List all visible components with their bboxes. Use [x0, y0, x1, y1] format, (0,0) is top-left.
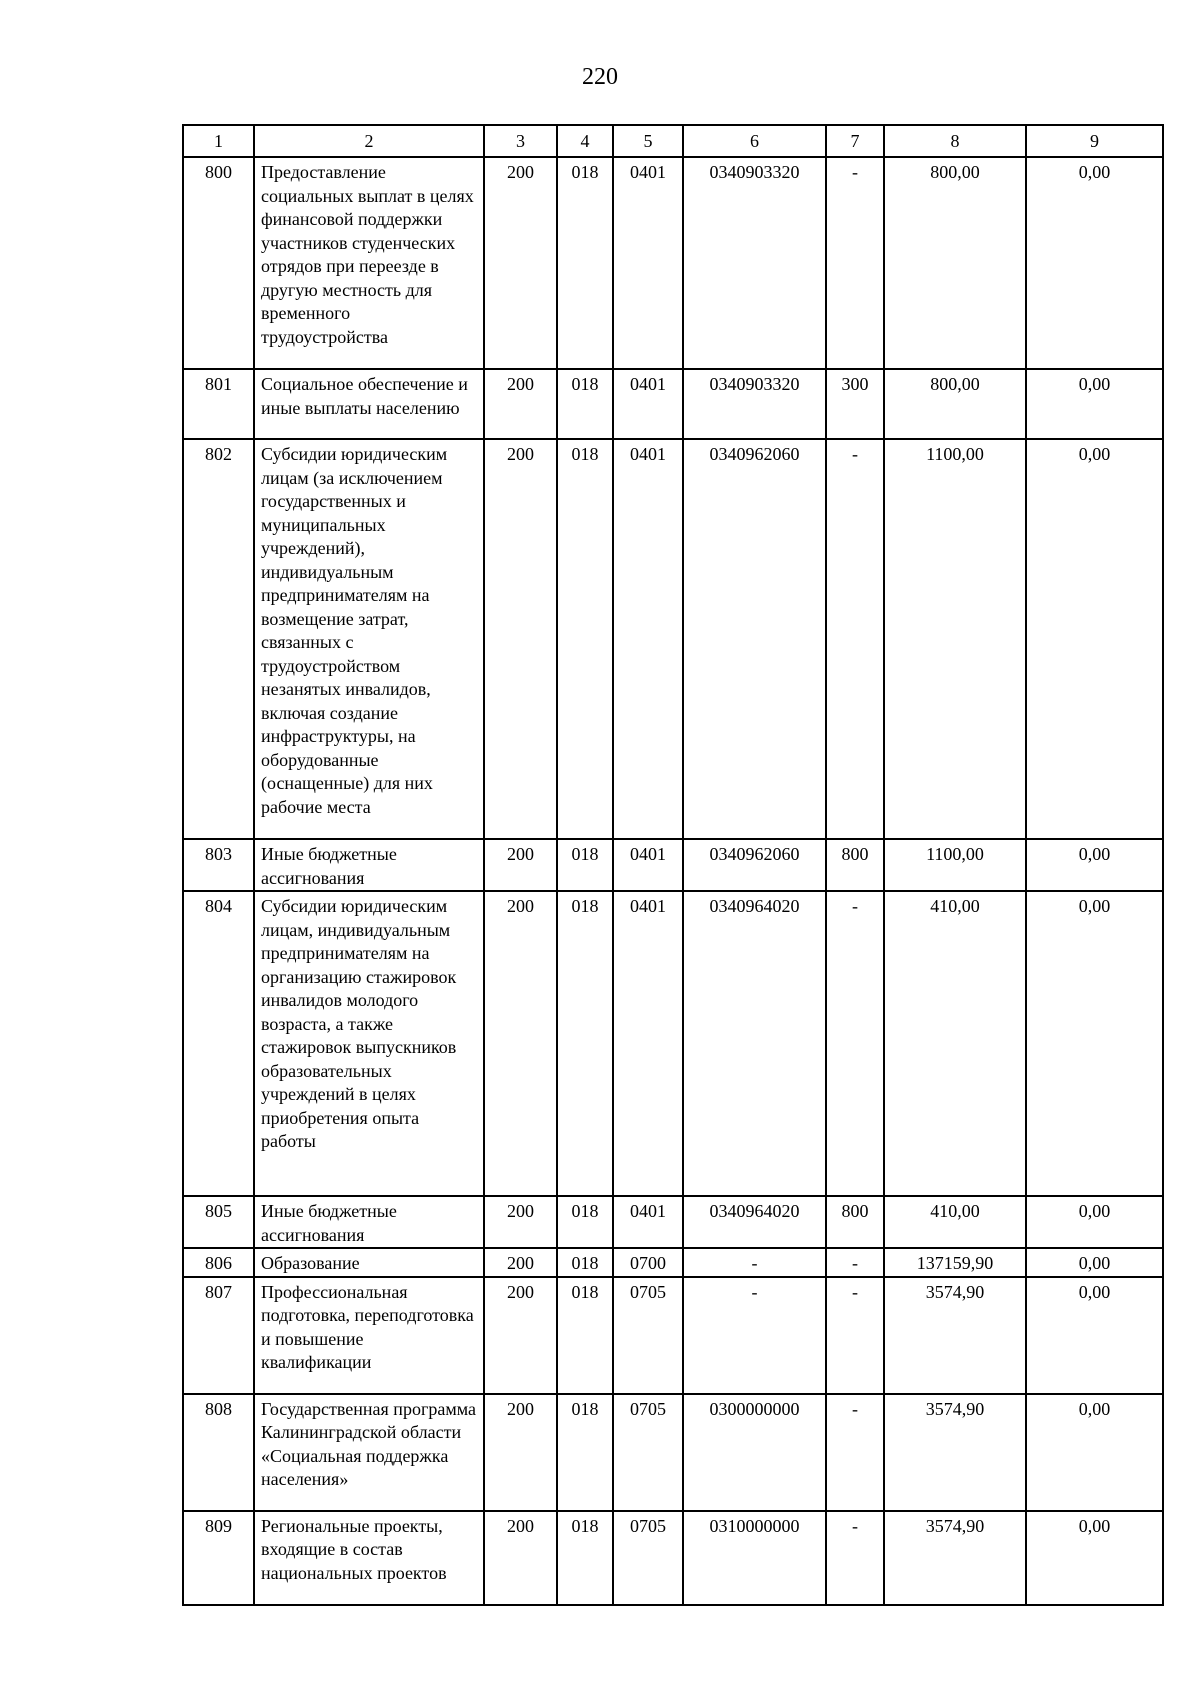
cell-col5: 0401 [613, 839, 683, 891]
cell-col6: 0300000000 [683, 1394, 826, 1511]
cell-col8: 3574,90 [884, 1511, 1026, 1605]
column-header-2: 2 [254, 125, 484, 157]
cell-col7: - [826, 439, 884, 839]
cell-col6: 0340962060 [683, 439, 826, 839]
cell-col6: - [683, 1277, 826, 1394]
cell-col9: 0,00 [1026, 839, 1163, 891]
table-row [183, 1196, 1163, 1248]
cell-col9: 0,00 [1026, 1394, 1163, 1511]
row-name: Предоставление социальных выплат в целях финансовой поддержки участников студенческих отрядов при переезде в другую местность для временного трудоустройства [254, 157, 484, 369]
table-row [183, 1394, 1163, 1511]
column-header-7: 7 [826, 125, 884, 157]
cell-col3: 200 [484, 157, 557, 369]
row-name: Региональные проекты, входящие в состав национальных проектов [254, 1511, 484, 1605]
cell-col3: 200 [484, 891, 557, 1196]
row-name: Иные бюджетные ассигнования [254, 839, 484, 891]
table-header-row [183, 125, 1163, 157]
cell-col4: 018 [557, 1196, 613, 1248]
cell-col8: 1100,00 [884, 439, 1026, 839]
cell-col5: 0401 [613, 439, 683, 839]
cell-col6: 0340903320 [683, 369, 826, 439]
table-row [183, 839, 1163, 891]
cell-col7: 800 [826, 839, 884, 891]
cell-col8: 137159,90 [884, 1248, 1026, 1277]
cell-col8: 410,00 [884, 1196, 1026, 1248]
cell-col3: 200 [484, 369, 557, 439]
cell-col4: 018 [557, 1511, 613, 1605]
cell-col5: 0705 [613, 1511, 683, 1605]
cell-col4: 018 [557, 1277, 613, 1394]
row-name: Государственная программа Калининградской области «Социальная поддержка населения» [254, 1394, 484, 1511]
cell-col5: 0401 [613, 891, 683, 1196]
cell-col4: 018 [557, 157, 613, 369]
cell-col4: 018 [557, 1394, 613, 1511]
row-name: Профессиональная подготовка, переподготовка и повышение квалификации [254, 1277, 484, 1394]
table-row [183, 1277, 1163, 1394]
cell-col5: 0401 [613, 157, 683, 369]
budget-table [182, 124, 1164, 1606]
cell-col4: 018 [557, 369, 613, 439]
cell-col8: 3574,90 [884, 1394, 1026, 1511]
cell-col6: - [683, 1248, 826, 1277]
cell-col9: 0,00 [1026, 369, 1163, 439]
row-number: 801 [183, 369, 254, 439]
cell-col8: 410,00 [884, 891, 1026, 1196]
cell-col4: 018 [557, 839, 613, 891]
cell-col9: 0,00 [1026, 891, 1163, 1196]
cell-col3: 200 [484, 1511, 557, 1605]
column-header-1: 1 [183, 125, 254, 157]
cell-col8: 800,00 [884, 369, 1026, 439]
cell-col5: 0700 [613, 1248, 683, 1277]
cell-col9: 0,00 [1026, 1196, 1163, 1248]
row-number: 804 [183, 891, 254, 1196]
cell-col5: 0705 [613, 1277, 683, 1394]
table-row [183, 891, 1163, 1196]
column-header-6: 6 [683, 125, 826, 157]
cell-col3: 200 [484, 1196, 557, 1248]
column-header-8: 8 [884, 125, 1026, 157]
cell-col5: 0401 [613, 1196, 683, 1248]
cell-col6: 0340964020 [683, 1196, 826, 1248]
column-header-4: 4 [557, 125, 613, 157]
row-number: 807 [183, 1277, 254, 1394]
cell-col7: - [826, 1277, 884, 1394]
cell-col7: - [826, 891, 884, 1196]
row-name: Социальное обеспечение и иные выплаты населению [254, 369, 484, 439]
row-number: 800 [183, 157, 254, 369]
table-row [183, 369, 1163, 439]
page-number: 220 [582, 64, 618, 90]
row-name: Образование [254, 1248, 484, 1277]
row-name: Субсидии юридическим лицам, индивидуальным предпринимателям на организацию стажировок инвалидов молодого возраста, а также стажировок выпускников образовательных учреждений в целях приобретения опыта работы [254, 891, 484, 1196]
cell-col4: 018 [557, 439, 613, 839]
table-row [183, 157, 1163, 369]
cell-col7: 300 [826, 369, 884, 439]
table-row [183, 1511, 1163, 1605]
cell-col8: 1100,00 [884, 839, 1026, 891]
table-row [183, 1248, 1163, 1277]
cell-col6: 0310000000 [683, 1511, 826, 1605]
cell-col7: 800 [826, 1196, 884, 1248]
row-number: 808 [183, 1394, 254, 1511]
row-number: 805 [183, 1196, 254, 1248]
cell-col5: 0401 [613, 369, 683, 439]
cell-col8: 3574,90 [884, 1277, 1026, 1394]
cell-col4: 018 [557, 1248, 613, 1277]
cell-col7: - [826, 1248, 884, 1277]
cell-col5: 0705 [613, 1394, 683, 1511]
cell-col4: 018 [557, 891, 613, 1196]
row-number: 806 [183, 1248, 254, 1277]
row-name: Субсидии юридическим лицам (за исключением государственных и муниципальных учреждений), индивидуальным предпринимателям на возмещение затрат, связанных с трудоустройством незанятых инвалидов, включая создание инфраструктуры, на оборудованные (оснащенные) для них рабочие места [254, 439, 484, 839]
row-number: 809 [183, 1511, 254, 1605]
column-header-3: 3 [484, 125, 557, 157]
cell-col9: 0,00 [1026, 439, 1163, 839]
cell-col7: - [826, 1394, 884, 1511]
cell-col9: 0,00 [1026, 1511, 1163, 1605]
column-header-9: 9 [1026, 125, 1163, 157]
cell-col3: 200 [484, 1394, 557, 1511]
cell-col3: 200 [484, 1248, 557, 1277]
cell-col3: 200 [484, 1277, 557, 1394]
cell-col9: 0,00 [1026, 157, 1163, 369]
cell-col8: 800,00 [884, 157, 1026, 369]
cell-col6: 0340903320 [683, 157, 826, 369]
row-number: 802 [183, 439, 254, 839]
table-row [183, 439, 1163, 839]
cell-col6: 0340962060 [683, 839, 826, 891]
row-number: 803 [183, 839, 254, 891]
cell-col9: 0,00 [1026, 1277, 1163, 1394]
cell-col7: - [826, 1511, 884, 1605]
column-header-5: 5 [613, 125, 683, 157]
cell-col7: - [826, 157, 884, 369]
cell-col3: 200 [484, 439, 557, 839]
row-name: Иные бюджетные ассигнования [254, 1196, 484, 1248]
cell-col9: 0,00 [1026, 1248, 1163, 1277]
cell-col6: 0340964020 [683, 891, 826, 1196]
cell-col3: 200 [484, 839, 557, 891]
